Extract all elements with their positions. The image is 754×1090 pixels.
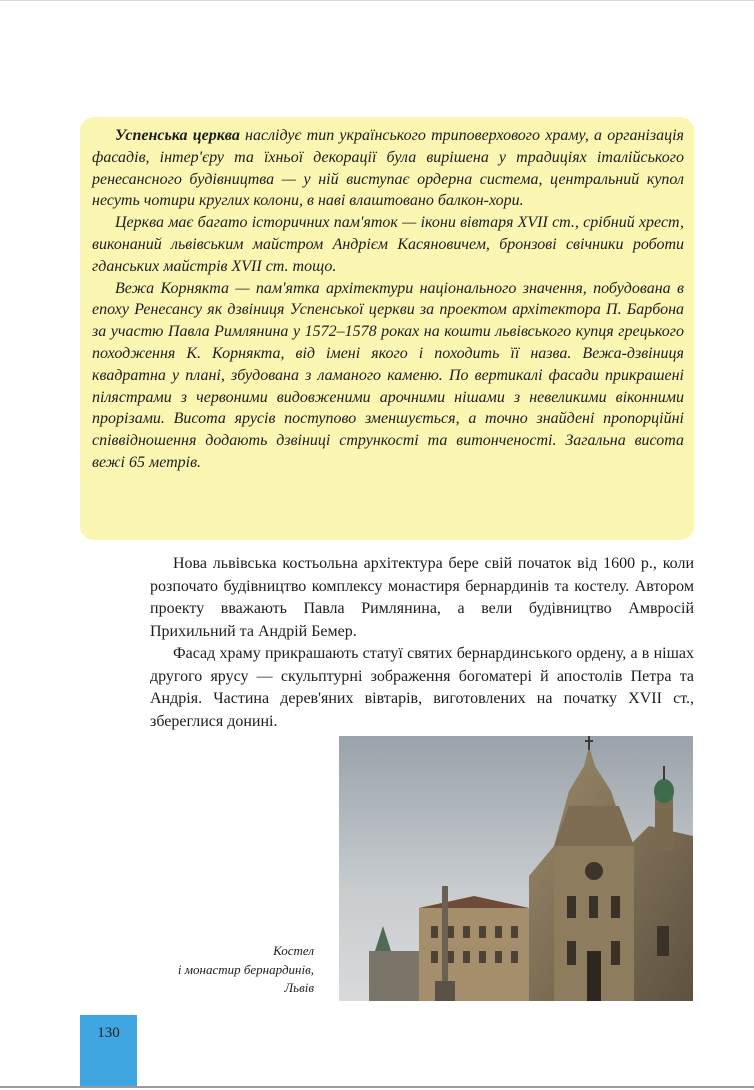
highlight-box xyxy=(80,117,694,540)
body-paragraph-1: Нова львівська костьольна архітектура бере свій початок від 1600 р., коли розпочато будівництво комплексу монастиря бернардинів та костелу. Автором проекту вважають Павла Римлянина, а вели будівництво Амвросій Прихильний та Андрій Бемер. xyxy=(150,555,694,640)
top-rule xyxy=(0,0,754,1)
page-number: 130 xyxy=(97,1025,120,1041)
bottom-rule xyxy=(0,1086,754,1088)
church-photo xyxy=(339,736,693,1001)
page-number-tab xyxy=(80,1015,137,1088)
body-paragraph-2: Фасад храму прикрашають статуї святих бернардинського ордену, а в нішах другого ярусу — скульптурні зображення богоматері й апостолів Петра та Андрія. Частина дерев'яних вівтарів, виготовлених на початку XVII ст., збереглися донині. xyxy=(150,645,694,730)
caption-line-3: Львів xyxy=(284,980,314,995)
photo-caption xyxy=(94,942,314,998)
highlight-paragraph-1-text: наслідує тип українського триповерхового храму, а організація фасадів, інтер'єру та їхньої декорації була вирішена у традиціях італійського ренесансного будівництва — у ній виступає ордерна система, центральний купол несуть чотири круглих колони, в наві влаштовано балкон-хори. xyxy=(92,127,684,210)
body-text xyxy=(150,553,694,733)
highlight-paragraph-2: Церква має багато історичних пам'яток — ікони вівтаря XVII ст., срібний хрест, виконаний львівським майстром Андрієм Касяновичем, бронзові свічники роботи гданських майстрів XVII ст. тощо. xyxy=(92,214,684,275)
highlight-paragraph-1 xyxy=(92,125,684,212)
caption-line-2: і монастир бернардинів, xyxy=(177,961,314,977)
caption-line-1: Костел xyxy=(273,943,314,958)
highlight-term: Успенська церква xyxy=(115,127,240,144)
highlight-paragraph-3: Вежа Корнякта — пам'ятка архітектури національного значення, побудована в епоху Ренесансу як дзвіниця Успенської церкви за проектом архітектора П. Барбона за участю Павла Римлянина у 1572–1578 роках на кошти львівського купця грецького походження К. Корнякта, від імені якого і походить її назва. Вежа-дзвіниця квадратна у плані, збудована з ламаного каменю. По вертикалі фасади прикрашені пілястрами з червоними видовженими арочними нішами з невеликими віконними прорізами. Висота ярусів поступово зменшується, а точно знайдені пропорційні співвідношення додають дзвіниці стрункості та витонченості. Загальна висота вежі 65 метрів. xyxy=(92,279,684,471)
church-photo-image xyxy=(339,736,693,1001)
